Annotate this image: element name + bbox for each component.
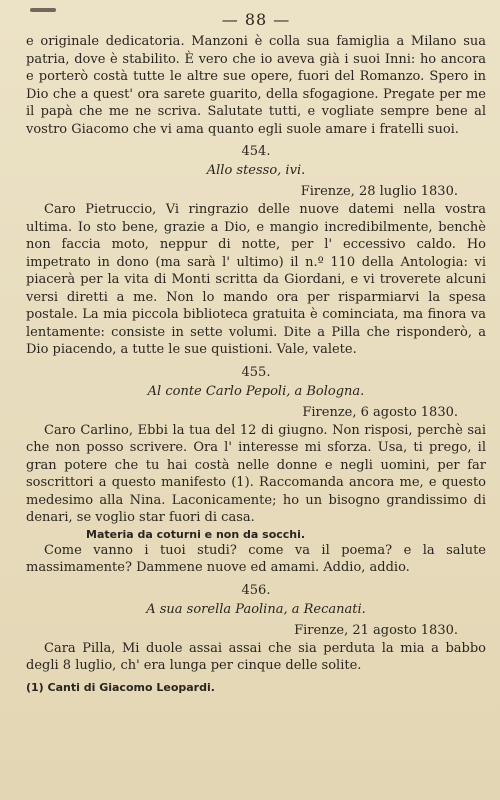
letter-addressee: Al conte Carlo Pepoli, a Bologna.: [147, 383, 365, 399]
letter-body: Caro Carlino, Ebbi la tua del 12 di giugno. Non risposi, perchè sai che non posso scrivere. Ora l' interesse mi sforza. Usa, ti prego, il gran potere che tu hai costà nelle donne e negli uomini, per far soscrittori a questo manifesto (1). Raccomanda ancora me, e questo medesimo alla Nina. Laconicamente; ho un bisogno grandissimo di denari, se voglio star fuori di casa.: [26, 422, 486, 525]
letter-addressee: A sua sorella Paolina, a Recanati.: [146, 601, 366, 617]
letter-addressee: Allo stesso, ivi.: [206, 163, 306, 178]
letter-body: Caro Pietruccio, Vi ringrazio delle nuove datemi nella vostra ultima. Io sto bene, grazie a Dio, e mangio incredibilmente, benchè non faccia moto, neppur di notte, per l' eccessivo caldo. Ho impetrato in dono (ma sarà l' ultimo) il n.º 110 della Antologia: vi piacerà per la vita di Monti scritta da Giordani, e vi troverete alcuni versi diretti a me. Non lo mando ora per risparmiarvi la spesa postale. La mia piccola biblioteca gratuita è cominciata, ma finora va lentamente: consiste in sette volumi. Dite a Pilla che risponderò, a Dio piacendo, a tutte le sue quistioni. Vale, valete.: [26, 202, 486, 357]
footnote: (1) Canti di Giacomo Leopardi.: [26, 680, 215, 694]
letter-number: 456.: [241, 582, 271, 598]
page-number: — 88 —: [221, 10, 291, 29]
letter-body: Cara Pilla, Mi duole assai assai che sia perduta la mia a babbo degli 8 luglio, ch' era lunga per cinque delle solite.: [26, 640, 486, 673]
inline-note: Materia da coturni e non da socchi.: [86, 527, 306, 541]
ink-smudge: [30, 8, 56, 12]
letter-body-continued: Come vanno i tuoi studi? come va il poema? e la salute massimamente? Dammene nuove ed amami. Addio, addio.: [26, 542, 486, 575]
letter-number: 455.: [241, 364, 271, 380]
letter-date: Firenze, 28 luglio 1830.: [300, 184, 458, 199]
letter-date: Firenze, 6 agosto 1830.: [302, 404, 458, 420]
letter-date: Firenze, 21 agosto 1830.: [294, 622, 458, 638]
continuation-paragraph: e originale dedicatoria. Manzoni è colla sua famiglia a Milano sua patria, dove è stabilito. È vero che io aveva già i suoi Inni: ho ancora e porterò costà tutte le altre sue opere, fuori del Romanzo. Spero in Dio che a quest' ora sarete guarito, della sfogagione. Pregate per me il papà che me ne scriva. Salutate tutti, e vogliate sempre bene al vostro Giacomo che vi ama quanto egli suole amare i fratelli suoi.: [26, 34, 486, 137]
letter-number: 454.: [241, 144, 271, 159]
